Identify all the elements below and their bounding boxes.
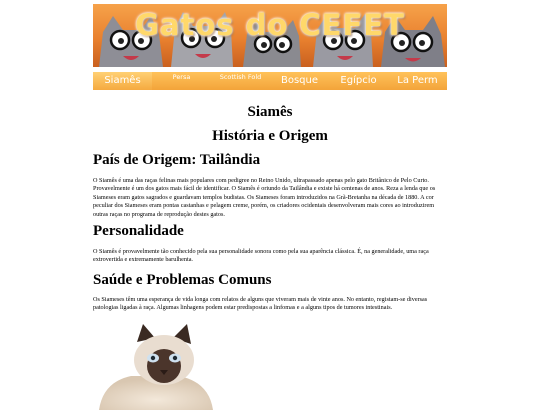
nav-item-bosque[interactable]: Bosque: [280, 75, 319, 86]
header-banner: [93, 4, 447, 67]
section-title-history: História e Origem: [212, 128, 328, 144]
siamese-cat-photo: [93, 322, 217, 410]
nav-item-egipcio[interactable]: Egípcio: [340, 75, 377, 86]
nav-item-persa[interactable]: Persa: [172, 73, 191, 81]
breed-nav: [93, 72, 447, 90]
personality-heading: Personalidade: [93, 223, 184, 239]
origin-heading: País de Origem: Tailândia: [93, 152, 261, 168]
page-content: [93, 4, 447, 312]
page-title: Siamês: [247, 104, 293, 120]
personality-paragraph: O Siamês é provavelmente tão conhecido pela sua personalidade sonora como pela sua aparência clássica. É, na generalidade, uma raça extrovertida e extremamente barulhenta.: [93, 248, 429, 264]
health-paragraph: Os Siameses têm uma esperança de vida longa com relatos de alguns que viveram mais de vinte anos. No entanto, registam-se diversas patologias ligadas à raça. Algumas linhagens podem estar predispostas a linfomas e a alguns tipos de tumores intestinais.: [93, 296, 428, 312]
nav-item-siames[interactable]: Siamês: [93, 72, 152, 90]
nav-item-la-perm[interactable]: La Perm: [397, 75, 438, 86]
nav-item-scottish-fold[interactable]: Scottish Fold: [219, 73, 262, 81]
banner-title: Gatos do CEFET: [135, 8, 405, 42]
health-heading: Saúde e Problemas Comuns: [93, 272, 272, 288]
origin-paragraph: O Siamês é uma das raças felinas mais populares com pedigree no Reino Unido, ultrapassado apenas pelo gato Britânico de Pelo Curto. Provavelmente é um dos gatos mais fácil de identificar. O Siamês é oriundo da Tailândia e existe há centenas de anos. Reza a lenda que os Siameses eram gatos sagrados e guardavam templos budistas. Os Siameses foram introduzidos na Grã-Bretanha na década de 1880. A cor peculiar dos Siameses eram pontas castanhas e pelagem creme, porém, os criadores ocidentais desenvolveram mais cores ao introduzirem outras raças no programa de reprodução destes gatos.: [93, 177, 436, 218]
